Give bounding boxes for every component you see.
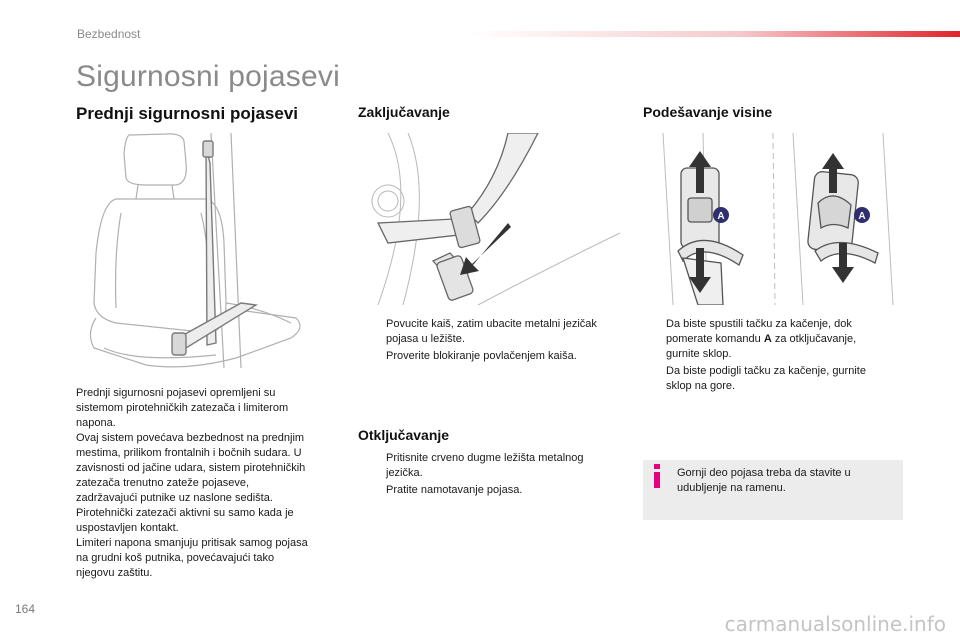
header-accent-bar (470, 31, 960, 37)
info-note-text: Gornji deo pojasa treba da stavite u udubljenje na ramenu. (677, 467, 851, 494)
watermark: carmanualsonline.info (724, 612, 946, 636)
buckle-illustration (358, 133, 620, 305)
unlocking-step: Pratite namotavanje pojasa. (386, 484, 523, 496)
height-adjust-heading: Podešavanje visine (643, 104, 773, 120)
seat-belt-illustration (76, 133, 338, 373)
locking-step: Proverite blokiranje povlačenjem kaiša. (386, 350, 577, 362)
front-belts-heading: Prednji sigurnosni pojasevi (76, 104, 298, 123)
front-belts-paragraph: Prednji sigurnosni pojasevi opremljeni su sistemom pirotehničkih zatezača i limiterom napona. Ovaj sistem povećava bezbednost na prednjim mestima, prilikom frontalnih i bočnih sudara. U zavisnosti od jačine udara, sistem pirotehničkih zatezača trenutno zateže pojaseve, zadržavajući putnike uz naslone sedišta. Pirotehnički zatezači aktivni su samo kada je uspostavljen kontakt. Limiteri napona smanjuju pritisak samog pojasa na grudni koš putnika, povećavajući tako njegovu zaštitu. (76, 387, 308, 579)
section-label: Bezbednost (77, 27, 141, 41)
unlocking-steps (364, 451, 626, 500)
locking-heading: Zaključavanje (358, 104, 450, 120)
height-adjust-step: Da biste podigli tačku za kačenje, gurnite sklop na gore. (666, 365, 866, 392)
height-adjust-step: Da biste spustili tačku za kačenje, dok pomerate komandu A za otključavanje, gurnite sklop. (666, 318, 857, 360)
height-adjust-steps (644, 317, 906, 396)
unlocking-step: Pritisnite crveno dugme ležišta metalnog jezička. (386, 452, 584, 479)
page-title: Sigurnosni pojasevi (76, 60, 340, 93)
locking-steps (364, 317, 626, 366)
callout-a-label: A (717, 211, 725, 222)
locking-step: Povucite kaiš, zatim ubacite metalni jezičak pojasa u ležište. (386, 318, 597, 345)
height-adjust-illustration (643, 133, 905, 305)
page-number: 164 (15, 602, 36, 616)
unlocking-heading: Otključavanje (358, 427, 450, 443)
callout-a-label: A (858, 211, 866, 222)
info-icon (650, 464, 664, 488)
